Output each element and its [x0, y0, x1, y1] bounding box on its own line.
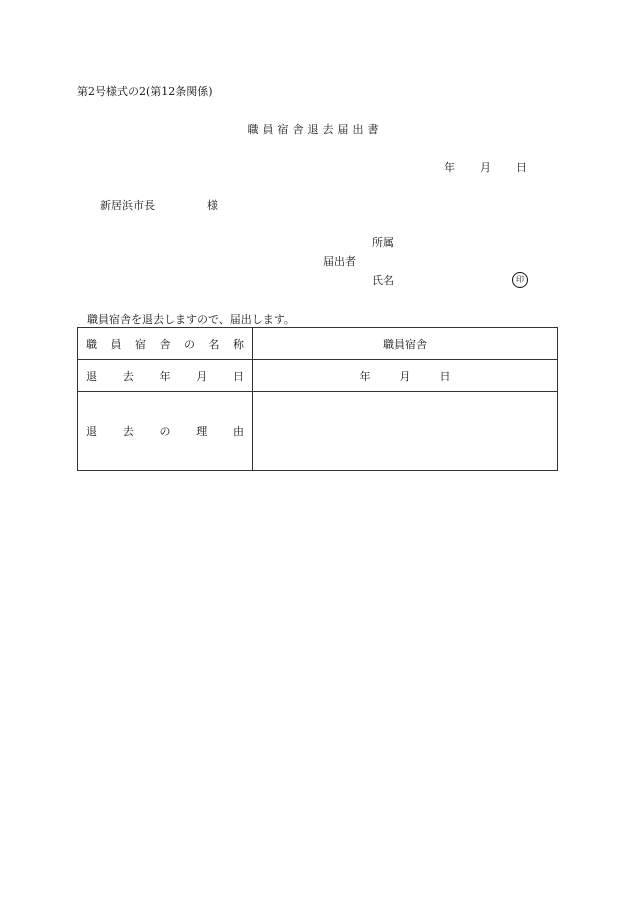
label-char: の — [159, 425, 171, 438]
addressee-name: 新居浜市長 — [100, 199, 155, 212]
row-label — [78, 423, 252, 439]
label-char: 名 — [208, 337, 220, 351]
label-char: 宿 — [135, 337, 146, 351]
addressee-honorific: 様 — [207, 199, 218, 212]
label-char: 年 — [159, 369, 171, 383]
label-char: 由 — [233, 425, 244, 438]
move-out-day-label: 日 — [439, 369, 451, 383]
label-char: 月 — [196, 369, 208, 383]
form-number: 第2号様式の2(第12条関係) — [77, 85, 213, 98]
table-row — [78, 392, 558, 471]
date-day-label: 日 — [516, 161, 527, 174]
label-char: 称 — [233, 337, 244, 351]
dormitory-name-value: 職員宿舎 — [383, 337, 427, 351]
label-char: 日 — [233, 369, 244, 383]
applicant-label: 届出者 — [323, 255, 356, 268]
date-month-label: 月 — [480, 161, 491, 174]
move-out-year-label: 年 — [359, 369, 371, 383]
table-row — [78, 360, 558, 392]
label-char: 去 — [122, 425, 134, 438]
table-label-cell — [78, 360, 253, 392]
table-label-cell — [78, 328, 253, 360]
label-char: 退 — [86, 425, 97, 438]
label-char: 舎 — [159, 337, 171, 351]
label-char: 去 — [122, 369, 134, 383]
label-char: 職 — [86, 337, 97, 351]
label-char: の — [184, 337, 195, 351]
document-title: 職員宿舎退去届出書 — [247, 123, 383, 136]
row-label — [78, 368, 252, 384]
dormitory-form-table — [77, 327, 558, 471]
date-year-label: 年 — [444, 161, 455, 174]
move-out-reason-field[interactable] — [253, 392, 558, 471]
notice-text: 職員宿舎を退去しますので、届出します。 — [87, 313, 295, 326]
move-out-date-field[interactable] — [253, 360, 558, 392]
label-char: 理 — [196, 425, 208, 438]
table-label-cell — [78, 392, 253, 471]
seal-icon: 印 — [512, 272, 528, 288]
label-char: 員 — [110, 337, 122, 351]
label-char: 退 — [86, 369, 97, 383]
table-row — [78, 328, 558, 360]
name-label: 氏名 — [372, 274, 394, 287]
dormitory-name-field[interactable] — [253, 328, 558, 360]
row-label — [78, 336, 252, 352]
move-out-month-label: 月 — [399, 369, 411, 383]
affiliation-label: 所属 — [372, 236, 394, 249]
